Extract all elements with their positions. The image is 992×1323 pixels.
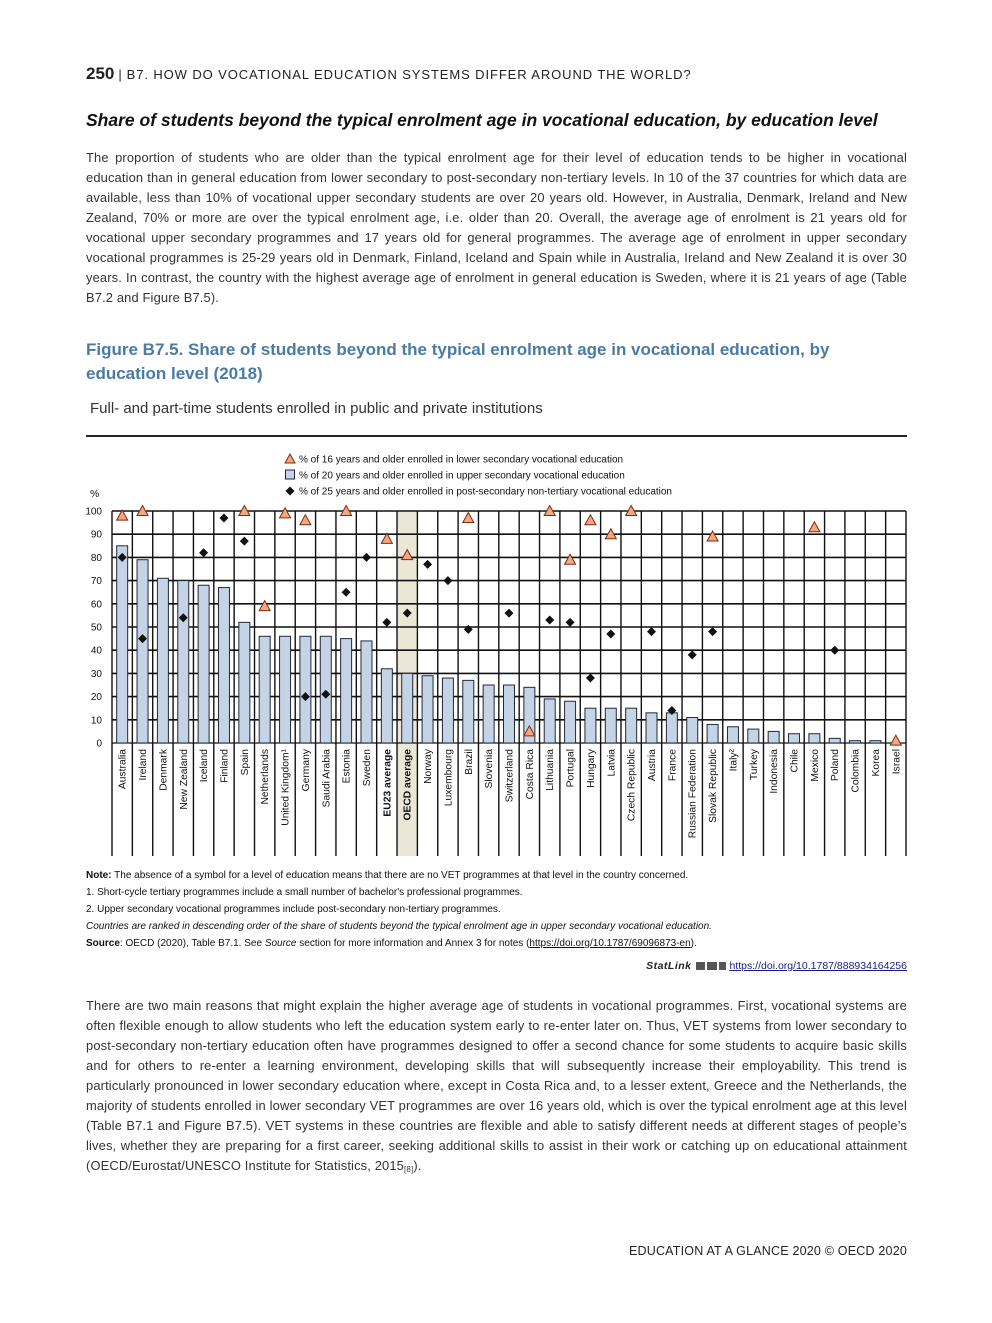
statlink (646, 960, 907, 972)
source-text-3: ). (690, 938, 697, 949)
category-label: Australia (117, 749, 129, 790)
marker-post-secondary (464, 625, 473, 634)
bar-upper-secondary (605, 708, 616, 743)
ranking-note: Countries are ranked in descending order of the share of students beyond the typical enrolment age in upper secondary vocational education. (86, 921, 712, 932)
category-label: EU23 average (382, 749, 394, 817)
category-label: Portugal (565, 749, 577, 788)
marker-lower-secondary (809, 522, 820, 532)
y-tick-label: 0 (96, 738, 102, 750)
category-label: Switzerland (504, 749, 516, 803)
category-label: Denmark (158, 749, 170, 791)
bar-upper-secondary (280, 636, 291, 743)
note-text: The absence of a symbol for a level of education means that there are no VET programmes at that level in the country concerned. (114, 870, 689, 881)
legend-label: % of 25 years and older enrolled in post-secondary non-tertiary vocational education (299, 486, 672, 498)
figure-notes (86, 867, 916, 952)
legend-label: % of 16 years and older enrolled in lower secondary vocational education (299, 454, 624, 466)
category-label: Lithuania (545, 749, 557, 791)
marker-lower-secondary (707, 531, 718, 541)
y-axis-label: % (90, 488, 100, 500)
marker-post-secondary (382, 618, 391, 627)
y-tick-label: 10 (90, 715, 102, 727)
page-footer: EDUCATION AT A GLANCE 2020 © OECD 2020 (628, 1244, 907, 1258)
category-label: Brazil (463, 749, 475, 775)
legend-triangle-icon (285, 454, 295, 463)
category-label: Colombia (850, 749, 862, 793)
category-label: Norway (423, 749, 435, 784)
category-label: Chile (789, 749, 801, 773)
marker-post-secondary (342, 588, 351, 597)
category-label: OECD average (402, 749, 414, 821)
source-line (86, 935, 916, 952)
marker-lower-secondary (585, 515, 596, 525)
bar-upper-secondary (809, 734, 820, 743)
bar-upper-secondary (218, 588, 229, 743)
y-tick-label: 50 (90, 622, 102, 634)
note-line (86, 867, 916, 884)
y-tick-label: 80 (90, 552, 102, 564)
bar-upper-secondary (361, 641, 372, 743)
y-tick-label: 90 (90, 529, 102, 541)
category-label: New Zealand (178, 749, 190, 810)
paragraph2-end: ). (413, 1158, 422, 1173)
bar-upper-secondary (178, 581, 189, 743)
marker-lower-secondary (890, 735, 901, 745)
bar-upper-secondary (748, 729, 759, 743)
bar-upper-secondary (585, 708, 596, 743)
category-label: Italy² (728, 749, 740, 772)
marker-post-secondary (545, 616, 554, 625)
bar-upper-secondary (341, 639, 352, 743)
bar-upper-secondary (157, 578, 168, 743)
bar-upper-secondary (870, 741, 881, 743)
bar-upper-secondary (259, 636, 270, 743)
category-label: Netherlands (260, 749, 272, 805)
section-title: Share of students beyond the typical enrolment age in vocational education, by education level (86, 110, 878, 130)
marker-post-secondary (688, 650, 697, 659)
bar-upper-secondary (422, 676, 433, 743)
paragraph2-text: There are two main reasons that might explain the higher average age of students in vocational programmes. First, vocational systems are often flexible enough to allow students who left the education system early to re-enter later on. Thus, VET systems from lower secondary to post-secondary non-tertiary education often have programmes designed to offer a second chance for some students to acquire basic skills and for others to re-enter a learning environment, developing skills that will subsequently increase their employability. This trend is particularly pronounced in lower secondary education where, except in Costa Rica and, to a lesser extent, Greece and the Netherlands, the majority of students enrolled in lower secondary VET programmes are over 16 years old, which is over the typical enrolment age at this level (Table B7.1 and Figure B7.5). VET systems in these countries are flexible and able to satisfy different needs at different stages of people’s lives, whether they are preparing for a first career, seeking additional skills to assist in their work or catching up on educational attainment (OECD/Eurostat/UNESCO Institute for Statistics, 2015 (86, 998, 907, 1173)
category-label: Poland (830, 749, 842, 782)
category-label: Finland (219, 749, 231, 783)
bar-upper-secondary (198, 585, 209, 743)
bar-upper-secondary (300, 636, 311, 743)
source-label: Source (86, 938, 120, 949)
bar-upper-secondary (646, 713, 657, 743)
category-label: Turkey (748, 749, 760, 781)
bar-upper-secondary (320, 636, 331, 743)
bar-upper-secondary (707, 724, 718, 743)
bar-upper-secondary (463, 680, 474, 743)
category-label: Ireland (138, 749, 150, 781)
bar-upper-secondary (768, 731, 779, 743)
marker-post-secondary (219, 513, 228, 522)
y-tick-label: 40 (90, 645, 102, 657)
reference-marker: [8] (404, 1165, 414, 1174)
marker-post-secondary (423, 560, 432, 569)
footnote-1: 1. Short-cycle tertiary programmes include a small number of bachelor's professional programmes. (86, 887, 523, 898)
page-number: 250 (86, 64, 115, 83)
marker-post-secondary (443, 576, 452, 585)
note-label: Note: (86, 870, 112, 881)
header-separator: | (118, 67, 123, 82)
marker-post-secondary (708, 627, 717, 636)
marker-post-secondary (240, 537, 249, 546)
marker-post-secondary (830, 646, 839, 655)
category-label: Estonia (341, 749, 353, 784)
source-italic: Source (264, 938, 297, 949)
category-label: Germany (300, 749, 312, 792)
running-header (86, 64, 692, 84)
category-label: France (667, 749, 679, 782)
category-label: Czech Republic (626, 749, 638, 822)
y-tick-label: 100 (85, 506, 102, 518)
category-label: Luxembourg (443, 749, 455, 807)
running-title: B7. HOW DO VOCATIONAL EDUCATION SYSTEMS DIFFER AROUND THE WORLD? (126, 67, 692, 82)
legend-diamond-icon (286, 487, 295, 496)
source-text-1: : OECD (2020), Table B7.1. See (119, 938, 265, 949)
legend-label: % of 20 years and older enrolled in upper secondary vocational education (299, 470, 625, 482)
bar-upper-secondary (117, 546, 128, 743)
figure-top-rule (86, 435, 907, 437)
bar-upper-secondary (666, 713, 677, 743)
category-label: Indonesia (769, 749, 781, 794)
category-label: Spain (239, 749, 251, 776)
marker-post-secondary (566, 618, 575, 627)
marker-post-secondary (586, 674, 595, 683)
body-paragraph-1: The proportion of students who are older than the typical enrolment age for their level of education tends to be higher in vocational education than in general education from lower secondary to post-secondary non-tertiary levels. In 10 of the 37 countries for which data are available, less than 10% of vocational upper secondary students are over 20 years old. However, in Australia, Denmark, Ireland and New Zealand, 70% or more are over the typical enrolment age, i.e. older than 20. Overall, the average age of enrolment is 21 years old for vocational upper secondary programmes and 17 years old for general programmes. The average age of enrolment in upper secondary vocational programmes is 25-29 years old in Denmark, Finland, Iceland and Spain while in Australia, Ireland and New Zealand it is over 30 years. In contrast, the country with the highest average age of enrolment in general education is Sweden, where it is 21 years of age (Table B7.2 and Figure B7.5). (86, 150, 907, 305)
marker-lower-secondary (565, 554, 576, 564)
bar-upper-secondary (504, 685, 515, 743)
y-tick-label: 30 (90, 668, 102, 680)
category-label: Russian Federation (687, 749, 699, 839)
y-tick-label: 70 (90, 576, 102, 588)
footnote-2: 2. Upper secondary vocational programmes include post-secondary non-tertiary programmes. (86, 904, 501, 915)
bar-upper-secondary (402, 673, 413, 743)
category-label: Latvia (606, 749, 618, 777)
bar-upper-secondary (483, 685, 494, 743)
marker-post-secondary (362, 553, 371, 562)
marker-post-secondary (606, 629, 615, 638)
legend-bar-icon (286, 470, 295, 479)
source-text-2: section for more information and Annex 3 for notes ( (296, 938, 530, 949)
category-label: Hungary (585, 749, 597, 788)
marker-post-secondary (647, 627, 656, 636)
marker-lower-secondary (300, 515, 311, 525)
figure-subtitle: Full- and part-time students enrolled in public and private institutions (90, 400, 543, 417)
source-link[interactable]: https://doi.org/10.1787/69096873-en (529, 938, 691, 949)
bar-upper-secondary (850, 741, 861, 743)
bar-upper-secondary (442, 678, 453, 743)
bar-upper-secondary (565, 701, 576, 743)
bar-upper-secondary (544, 699, 555, 743)
vet-age-chart (80, 440, 912, 860)
bar-upper-secondary (381, 669, 392, 743)
category-label: Austria (647, 749, 659, 782)
statlink-logo: StatLink (646, 960, 692, 972)
bar-upper-secondary (789, 734, 800, 743)
marker-post-secondary (505, 609, 514, 618)
category-label: Israel (891, 749, 903, 775)
category-label: Saudi Arabia (321, 749, 333, 808)
marker-lower-secondary (463, 512, 474, 522)
bar-upper-secondary (829, 738, 840, 743)
category-label: Mexico (809, 749, 821, 782)
bar-upper-secondary (137, 560, 148, 743)
y-tick-label: 60 (90, 599, 102, 611)
category-label: Costa Rica (524, 749, 536, 800)
category-label: Slovak Republic (708, 749, 720, 823)
marker-post-secondary (199, 548, 208, 557)
y-tick-label: 20 (90, 692, 102, 704)
statlink-icon (696, 962, 726, 970)
body-paragraph-2 (86, 996, 907, 1180)
bar-upper-secondary (727, 727, 738, 743)
marker-lower-secondary (280, 508, 291, 518)
category-label: United Kingdom¹ (280, 749, 292, 826)
bar-upper-secondary (626, 708, 637, 743)
category-label: Slovenia (484, 749, 496, 789)
statlink-url[interactable]: https://doi.org/10.1787/888934164256 (729, 960, 907, 972)
category-label: Sweden (361, 749, 373, 787)
category-label: Iceland (199, 749, 211, 783)
figure-title: Figure B7.5. Share of students beyond the typical enrolment age in vocational education, by education level (2018) (86, 340, 830, 383)
category-label: Korea (870, 749, 882, 777)
bar-upper-secondary (239, 622, 250, 743)
marker-lower-secondary (259, 601, 270, 611)
bar-upper-secondary (687, 717, 698, 743)
